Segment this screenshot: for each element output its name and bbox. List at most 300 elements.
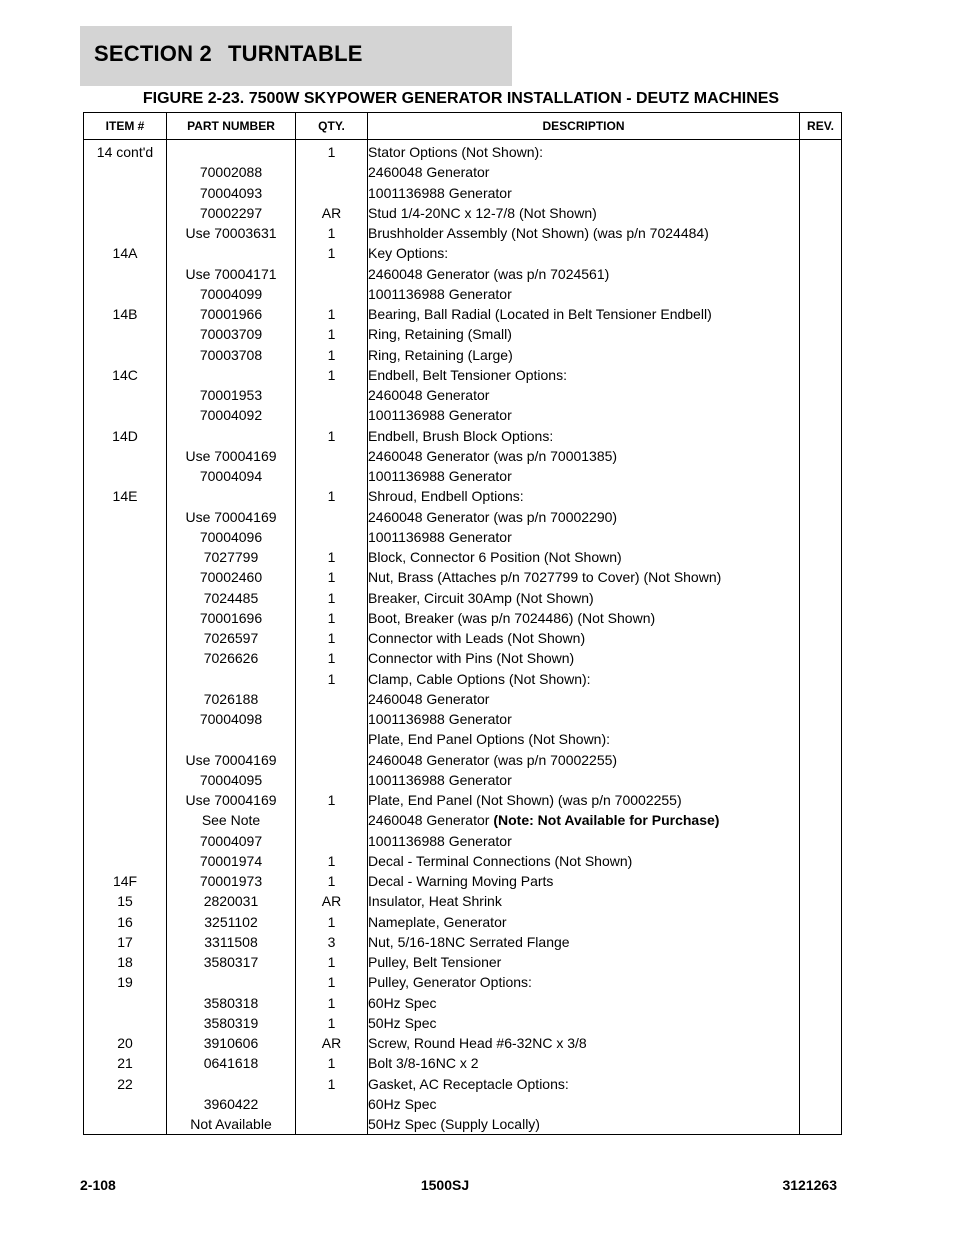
revision-cell [800,567,842,587]
description-text: Endbell, Brush Block Options: [368,427,554,444]
description-cell [368,1013,800,1033]
revision-cell [800,648,842,668]
revision-cell [800,810,842,830]
item-number-cell [84,345,167,365]
description-cell [368,689,800,709]
part-number-cell: Use 70004169 [167,446,296,466]
quantity-cell: 1 [296,1013,368,1033]
revision-cell [800,243,842,263]
table-row [84,871,842,891]
section-header [80,26,512,86]
revision-cell [800,1053,842,1073]
item-number-cell [84,851,167,871]
item-number-cell [84,223,167,243]
description-cell [368,365,800,385]
revision-cell [800,203,842,223]
item-number-cell [84,385,167,405]
part-number-cell: 70004097 [167,831,296,851]
table-row [84,223,842,243]
quantity-cell: AR [296,1033,368,1053]
item-number-cell [84,608,167,628]
header-description: DESCRIPTION [368,113,800,140]
footer-model: 1500SJ [420,1177,470,1193]
revision-cell [800,750,842,770]
quantity-cell [296,183,368,203]
description-cell [368,891,800,911]
part-number-cell: 70002460 [167,567,296,587]
quantity-cell: 1 [296,588,368,608]
item-number-cell: 15 [84,891,167,911]
description-text: 1001136988 Generator [368,285,512,302]
table-row [84,1013,842,1033]
item-number-cell [84,1094,167,1114]
description-text: Decal - Terminal Connections (Not Shown) [368,852,633,869]
part-number-cell: Use 70004169 [167,750,296,770]
table-row [84,1094,842,1114]
table-row [84,284,842,304]
quantity-cell [296,507,368,527]
description-cell [368,750,800,770]
part-number-cell: 3580318 [167,993,296,1013]
description-text: 50Hz Spec (Supply Locally) [368,1116,540,1133]
revision-cell [800,891,842,911]
table-row [84,628,842,648]
description-text: 1001136988 Generator [368,184,512,201]
part-number-cell: 7026626 [167,648,296,668]
item-number-cell [84,588,167,608]
table-row [84,608,842,628]
revision-cell [800,851,842,871]
revision-cell [800,588,842,608]
quantity-cell [296,810,368,830]
table-row [84,1033,842,1053]
description-text: Bearing, Ball Radial (Located in Belt Tensioner Endbell) [368,306,712,323]
quantity-cell [296,466,368,486]
part-number-cell: 70001974 [167,851,296,871]
section-number: SECTION 2 [94,41,212,66]
item-number-cell [84,183,167,203]
description-text: 60Hz Spec [368,1095,437,1112]
table-row [84,648,842,668]
revision-cell [800,729,842,749]
quantity-cell [296,689,368,709]
item-number-cell [84,770,167,790]
description-text: 2460048 Generator [368,690,490,707]
item-number-cell [84,324,167,344]
part-number-cell [167,972,296,992]
quantity-cell: 1 [296,324,368,344]
part-number-cell: 3960422 [167,1094,296,1114]
revision-cell [800,1013,842,1033]
item-number-cell: 14F [84,871,167,891]
quantity-cell [296,831,368,851]
description-text: Decal - Warning Moving Parts [368,873,554,890]
table-row [84,466,842,486]
description-cell [368,1033,800,1053]
revision-cell [800,324,842,344]
revision-cell [800,507,842,527]
table-row [84,588,842,608]
description-cell [368,426,800,446]
item-number-cell [84,284,167,304]
quantity-cell [296,405,368,425]
part-number-cell: 70002088 [167,162,296,182]
part-number-cell: 3580319 [167,1013,296,1033]
description-cell [368,486,800,506]
table-row [84,527,842,547]
table-row [84,507,842,527]
part-number-cell: 70003709 [167,324,296,344]
part-number-cell: 7026597 [167,628,296,648]
quantity-cell [296,284,368,304]
quantity-cell: AR [296,203,368,223]
part-number-cell [167,365,296,385]
description-cell [368,628,800,648]
revision-cell [800,709,842,729]
quantity-cell: 3 [296,932,368,952]
item-number-cell [84,1013,167,1033]
part-number-cell [167,729,296,749]
table-row [84,891,842,911]
item-number-cell [84,993,167,1013]
part-number-cell: 70003708 [167,345,296,365]
part-number-cell: 2820031 [167,891,296,911]
revision-cell [800,628,842,648]
footer-page-number: 2-108 [80,1177,116,1193]
quantity-cell: 1 [296,871,368,891]
quantity-cell [296,750,368,770]
description-text: 2460048 Generator (was p/n 70001385) [368,447,618,464]
revision-cell [800,1074,842,1094]
table-row [84,932,842,952]
table-row [84,365,842,385]
part-number-cell [167,426,296,446]
description-text: Boot, Breaker (was p/n 7024486) (Not Shown) [368,609,656,626]
description-text: 1001136988 Generator [368,528,512,545]
table-row [84,912,842,932]
revision-cell [800,952,842,972]
quantity-cell: 1 [296,1053,368,1073]
part-number-cell: Use 70004169 [167,507,296,527]
item-number-cell [84,628,167,648]
revision-cell [800,871,842,891]
table-row [84,203,842,223]
part-number-cell: 70002297 [167,203,296,223]
quantity-cell: 1 [296,547,368,567]
revision-cell [800,1033,842,1053]
quantity-cell: 1 [296,567,368,587]
item-number-cell [84,750,167,770]
table-row [84,831,842,851]
description-cell [368,203,800,223]
item-number-cell [84,648,167,668]
part-number-cell: 3580317 [167,952,296,972]
quantity-cell: 1 [296,912,368,932]
quantity-cell [296,709,368,729]
item-number-cell: 18 [84,952,167,972]
item-number-cell [84,567,167,587]
description-text: Screw, Round Head #6-32NC x 3/8 [368,1035,587,1052]
revision-cell [800,466,842,486]
footer-doc-number: 3121263 [782,1177,837,1193]
item-number-cell: 16 [84,912,167,932]
item-number-cell [84,264,167,284]
description-cell [368,1053,800,1073]
quantity-cell: 1 [296,648,368,668]
description-cell [368,790,800,810]
item-number-cell: 21 [84,1053,167,1073]
quantity-cell: 1 [296,790,368,810]
quantity-cell: 1 [296,993,368,1013]
description-text: Plate, End Panel (Not Shown) (was p/n 70002255) [368,792,682,809]
item-number-cell: 14A [84,243,167,263]
quantity-cell: 1 [296,486,368,506]
revision-cell [800,365,842,385]
description-text: Endbell, Belt Tensioner Options: [368,366,567,383]
table-row [84,324,842,344]
part-number-cell: 7026188 [167,689,296,709]
description-cell [368,284,800,304]
part-number-cell: 70004096 [167,527,296,547]
part-number-cell [167,1074,296,1094]
part-number-cell: 70004098 [167,709,296,729]
revision-cell [800,527,842,547]
item-number-cell [84,446,167,466]
description-cell [368,264,800,284]
revision-cell [800,183,842,203]
description-cell [368,324,800,344]
description-text: 1001136988 Generator [368,771,512,788]
table-row [84,851,842,871]
quantity-cell: 1 [296,304,368,324]
quantity-cell [296,770,368,790]
description-text: Shroud, Endbell Options: [368,488,524,505]
part-number-cell: Not Available [167,1114,296,1135]
quantity-cell: AR [296,891,368,911]
description-cell [368,912,800,932]
description-cell [368,932,800,952]
quantity-cell [296,446,368,466]
description-cell [368,648,800,668]
quantity-cell [296,527,368,547]
description-cell [368,831,800,851]
table-row [84,426,842,446]
description-text: 1001136988 Generator [368,468,512,485]
description-cell [368,140,800,163]
table-header-row [84,113,842,140]
revision-cell [800,446,842,466]
description-cell [368,770,800,790]
table-row [84,729,842,749]
revision-cell [800,405,842,425]
table-row [84,1053,842,1073]
revision-cell [800,264,842,284]
part-number-cell: See Note [167,810,296,830]
description-text: Ring, Retaining (Small) [368,326,512,343]
quantity-cell: 1 [296,972,368,992]
description-cell [368,608,800,628]
description-cell [368,810,800,830]
quantity-cell: 1 [296,223,368,243]
table-row [84,669,842,689]
part-number-cell: 70004095 [167,770,296,790]
item-number-cell: 14E [84,486,167,506]
description-text: Connector with Pins (Not Shown) [368,650,575,667]
description-cell [368,385,800,405]
description-text: 2460048 Generator (was p/n 70002290) [368,508,618,525]
header-item: ITEM # [84,113,167,140]
quantity-cell: 1 [296,851,368,871]
revision-cell [800,669,842,689]
revision-cell [800,345,842,365]
description-text: Pulley, Belt Tensioner [368,954,502,971]
table-row [84,405,842,425]
part-number-cell: 3311508 [167,932,296,952]
part-number-cell: 70001953 [167,385,296,405]
description-text: Stator Options (Not Shown): [368,144,544,161]
item-number-cell [84,790,167,810]
description-text: 60Hz Spec [368,994,437,1011]
item-number-cell [84,729,167,749]
item-number-cell [84,527,167,547]
quantity-cell: 1 [296,628,368,648]
item-number-cell: 14 cont'd [84,140,167,163]
quantity-cell: 1 [296,140,368,163]
description-text: 2460048 Generator (was p/n 70002255) [368,751,618,768]
part-number-cell: Use 70004169 [167,790,296,810]
description-text: Clamp, Cable Options (Not Shown): [368,670,591,687]
description-cell [368,729,800,749]
table-row [84,790,842,810]
item-number-cell: 22 [84,1074,167,1094]
quantity-cell: 1 [296,1074,368,1094]
quantity-cell [296,162,368,182]
item-number-cell [84,203,167,223]
part-number-cell: 70004093 [167,183,296,203]
description-cell [368,304,800,324]
description-cell [368,345,800,365]
revision-cell [800,770,842,790]
part-number-cell: 7024485 [167,588,296,608]
table-row [84,446,842,466]
table-row [84,567,842,587]
part-number-cell: 7027799 [167,547,296,567]
revision-cell [800,486,842,506]
item-number-cell [84,547,167,567]
description-cell [368,1074,800,1094]
item-number-cell [84,162,167,182]
revision-cell [800,1094,842,1114]
header-rev: REV. [800,113,842,140]
table-row [84,183,842,203]
description-cell [368,709,800,729]
part-number-cell: 3910606 [167,1033,296,1053]
part-number-cell: Use 70004171 [167,264,296,284]
part-number-cell: 70001696 [167,608,296,628]
table-row [84,162,842,182]
description-text: 50Hz Spec [368,1014,437,1031]
description-text: Breaker, Circuit 30Amp (Not Shown) [368,589,594,606]
description-text: 1001136988 Generator [368,832,512,849]
header-part-number: PART NUMBER [167,113,296,140]
item-number-cell [84,466,167,486]
revision-cell [800,1114,842,1135]
quantity-cell [296,264,368,284]
description-text: Plate, End Panel Options (Not Shown): [368,731,611,748]
part-number-cell: 70004092 [167,405,296,425]
revision-cell [800,689,842,709]
description-text: 2460048 Generator [368,164,490,181]
part-number-cell [167,486,296,506]
table-row [84,689,842,709]
description-cell [368,1114,800,1135]
part-number-cell: 70004094 [167,466,296,486]
revision-cell [800,304,842,324]
part-number-cell [167,669,296,689]
revision-cell [800,547,842,567]
item-number-cell: 19 [84,972,167,992]
description-text: Ring, Retaining (Large) [368,346,513,363]
revision-cell [800,426,842,446]
description-text: Brushholder Assembly (Not Shown) (was p/n 7024484) [368,225,709,242]
table-row [84,952,842,972]
description-text: Gasket, AC Receptacle Options: [368,1075,569,1092]
description-cell [368,871,800,891]
item-number-cell [84,405,167,425]
revision-cell [800,140,842,163]
part-number-cell: 70004099 [167,284,296,304]
revision-cell [800,912,842,932]
item-number-cell [84,810,167,830]
item-number-cell [84,507,167,527]
item-number-cell [84,689,167,709]
item-number-cell: 14C [84,365,167,385]
section-title: TURNTABLE [228,41,363,66]
description-text: Pulley, Generator Options: [368,974,532,991]
part-number-cell: 70001973 [167,871,296,891]
revision-cell [800,790,842,810]
table-row [84,709,842,729]
revision-cell [800,608,842,628]
description-cell [368,446,800,466]
part-number-cell: 3251102 [167,912,296,932]
item-number-cell: 17 [84,932,167,952]
table-row [84,810,842,830]
header-qty: QTY. [296,113,368,140]
table-row [84,264,842,284]
item-number-cell: 20 [84,1033,167,1053]
figure-title: FIGURE 2-23. 7500W SKYPOWER GENERATOR INSTALLATION - DEUTZ MACHINES [142,90,780,107]
description-text: Nut, Brass (Attaches p/n 7027799 to Cover) (Not Shown) [368,569,722,586]
table-row [84,1074,842,1094]
part-number-cell [167,140,296,163]
table-row [84,140,842,163]
quantity-cell [296,1094,368,1114]
revision-cell [800,831,842,851]
revision-cell [800,223,842,243]
description-cell [368,183,800,203]
description-cell [368,851,800,871]
revision-cell [800,162,842,182]
quantity-cell [296,1114,368,1135]
table-row [84,750,842,770]
description-cell [368,547,800,567]
description-text: Connector with Leads (Not Shown) [368,630,586,647]
description-cell [368,243,800,263]
item-number-cell: 14D [84,426,167,446]
revision-cell [800,932,842,952]
part-number-cell [167,243,296,263]
